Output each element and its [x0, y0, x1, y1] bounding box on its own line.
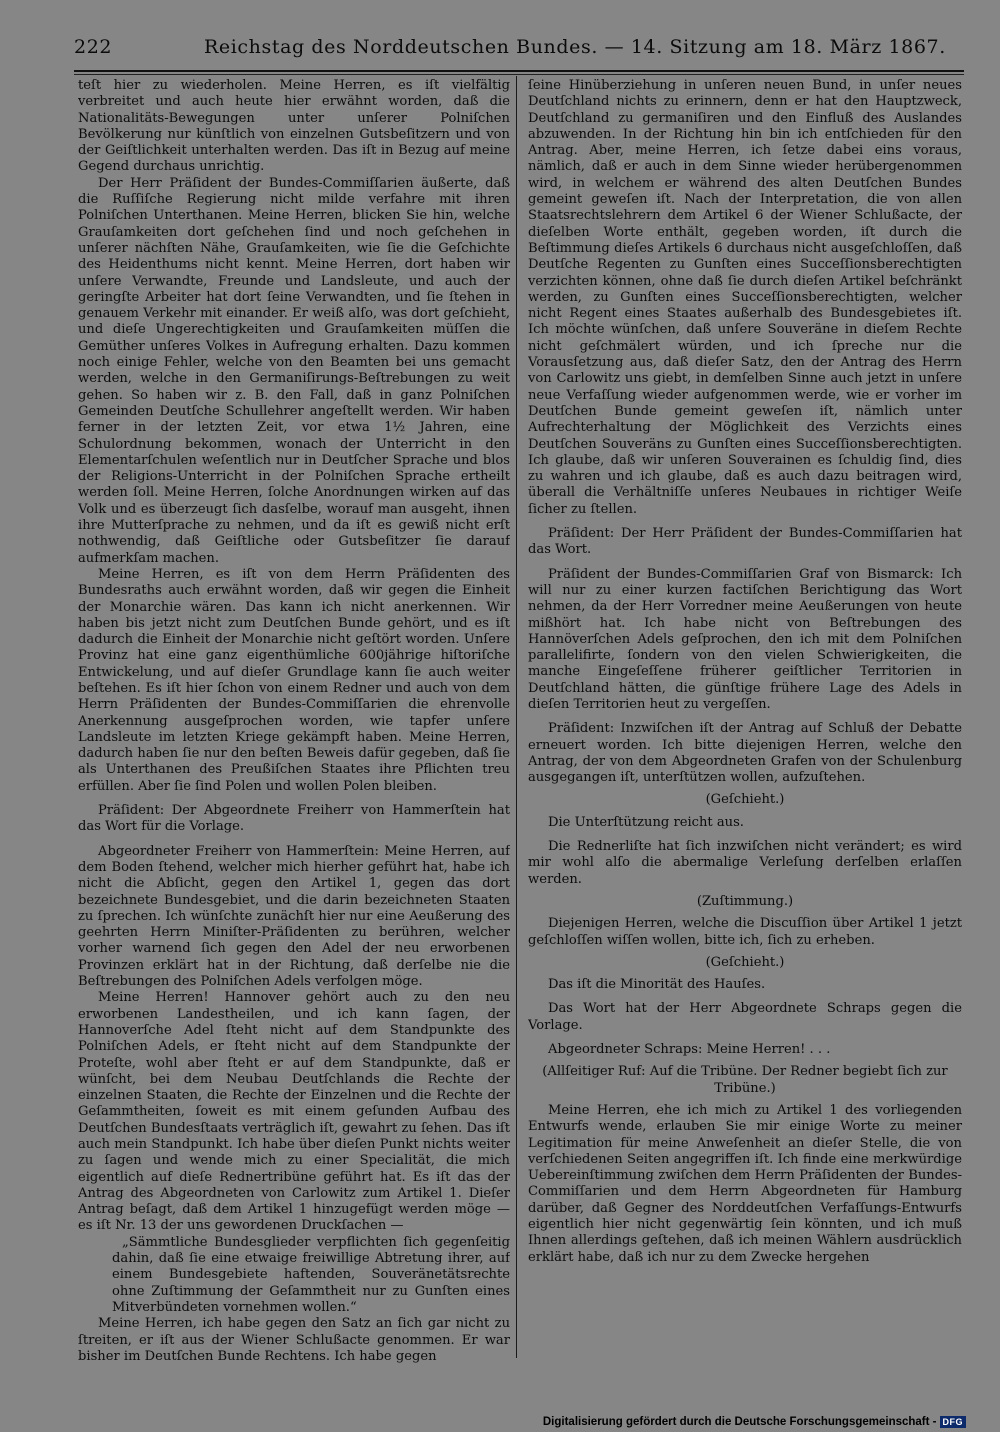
paragraph: (Geſchieht.): [705, 792, 785, 808]
paragraph: Die Unterſtützung reicht aus.: [548, 814, 744, 830]
paragraph: Meine Herren, es iſt von dem Herrn Präſidenten des Bundesraths auch erwähnt worden, daß wir gegen die Einheit der Monarchie wären. Das kann ich nicht anerkennen. Wir haben bis jetzt nicht zum Deutſchen Bunde gehört, und es iſt dadurch die Einheit der Monarchie nicht geſtört worden. Unſere Provinz hat eine ganz eigenthümliche 600jährige hiſtoriſche Entwickelung, und auf dieſer Grundlage kann ſie auch weiter beſtehen. Es iſt hier ſchon von einem Redner und auch von dem Herrn Präſidenten der Bundes-Commiſſarien die ehrenvolle Anerkennung ausgeſprochen worden, wie tapfer unſere Landsleute im letzten Kriege gekämpft haben. Meine Herren, dadurch haben ſie nur den beſten Beweis dafür gegeben, daß ſie als Unterthanen des Preußiſchen Staates ihre Pflichten treu erfüllen. Aber ſie ſind Polen und wollen Polen bleiben.: [78, 566, 510, 794]
paragraph: (Allſeitiger Ruf: Auf die Tribüne. Der Redner begiebt ſich zur Tribüne.): [542, 1064, 948, 1096]
running-title: Reichstag des Norddeutschen Bundes. — 14. Sitzung am 18. März 1867.: [204, 36, 946, 58]
paragraph: Abgeordneter Schraps: Meine Herren! . . .: [548, 1042, 831, 1058]
paragraph: Meine Herren! Hannover gehört auch zu den neu erworbenen Landestheilen, und ich kann ſagen, der Hannoverſche Adel ſteht nicht auf dem Standpunkte des Polniſchen Adels, er ſteht nicht auf dem Standpunkte der Proteſte, wohl aber ſteht er auf dem Standpunkte, daß er wünſcht, bei dem Neubau Deutſchlands die Rechte der einzelnen Staaten, die Rechte der Einzelnen und die Rechte der Geſammtheiten, ſoweit es mit einem geſunden Aufbau des Deutſchen Bundesſtaats verträglich iſt, gewahrt zu ſehen. Das iſt auch mein Standpunkt. Ich habe über dieſen Punkt nichts weiter zu ſagen und wende mich zu einer Specialität, die mich eigentlich auf dieſe Rednertribüne geführt hat. Es iſt das der Antrag des Abgeordneten von Carlowitz zum Artikel 1. Dieſer Antrag beſagt, daß dem Artikel 1 hinzugefügt werden möge — es iſt Nr. 13 der uns gewordenen Druckſachen —: [78, 990, 510, 1234]
paragraph: Meine Herren, ich habe gegen den Satz an ſich gar nicht zu ſtreiten, er iſt aus der Wiener Schlußacte genommen. Er war bisher im Deutſchen Bunde Rechtens. Ich habe gegen: [78, 1316, 510, 1364]
paragraph: Präſident: Der Abgeordnete Freiherr von Hammerſtein hat das Wort für die Vorlage.: [78, 803, 510, 835]
paragraph: Abgeordneter Freiherr von Hammerſtein: Meine Herren, auf dem Boden ſtehend, welcher mich hierher geführt hat, habe ich nicht die Abſicht, gegen den Artikel 1, gegen das dort bezeichnete Bundesgebiet, und die darin bezeichneten Staaten zu ſprechen. Ich wünſchte zunächſt hier nur eine Aeußerung des geehrten Herrn Miniſter-Präſidenten zu berühren, welcher vorher warnend ſich gegen den Adel der neu erworbenen Provinzen erklärt hat in der Richtung, daß derſelbe nie die Beſtrebungen des Polniſchen Adels verfolgen möge.: [78, 843, 510, 990]
paragraph: Der Herr Präſident der Bundes-Commiſſarien äußerte, daß die Ruſſiſche Regierung nicht milde verfahre mit ihren Polniſchen Unterthanen. Meine Herren, blicken Sie hin, welche Grauſamkeiten dort geſchehen ſind und noch geſchehen in unſerer nächſten Nähe, Grauſamkeiten, wie ſie die Geſchichte des Heidenthums nicht kennt. Meine Herren, dort haben wir unſere Verwandte, Freunde und Landsleute, und auch der geringſte Arbeiter hat dort ſeine Verwandten, und ſie ſtehen in genauem Verkehr mit einander. Er weiß alſo, was dort geſchieht, und dieſe Ungerechtigkeiten und Grauſamkeiten müſſen die Gemüther unſeres Volkes in Aufregung erhalten. Dazu kommen noch einige Fehler, welche von den Beamten bei uns gemacht werden, welche in den Germaniſirungs-Beſtrebungen zu weit gehen. So haben wir z. B. den Fall, daß in ganz Polniſchen Gemeinden Deutſche Schullehrer angeſtellt werden. Wir haben ferner in der letzten Zeit, vor etwa 1½ Jahren, eine Schulordnung bekommen, wonach der Unterricht in den Elementarſchulen weſentlich nur in Deutſcher Sprache und blos der Religions-Unterricht in der Polniſchen Sprache ertheilt werden ſoll. Meine Herren, ſolche Anordnungen wirken auf das Volk und es überzeugt ſich dasſelbe, worauf man ausgeht, ihnen ihre Mutterſprache zu nehmen, und da iſt es gewiß nicht erſt nothwendig, daß Geiſtliche oder Gutsbeſitzer ſie darauf aufmerkſam machen.: [78, 175, 510, 566]
header-rule: [74, 70, 964, 72]
paragraph: Die Rednerliſte hat ſich inzwiſchen nicht verändert; es wird mir wohl alſo die abermalige Verleſung derſelben erlaſſen werden.: [528, 839, 962, 887]
paragraph: „Sämmtliche Bundesglieder verpflichten ſich gegenſeitig dahin, daß ſie eine etwaige freiwillige Abtretung ihrer, auf einem Bundesgebiete haftenden, Souveränetätsrechte ohne Zuſtimmung der Geſammtheit nur zu Gunſten eines Mitverbündeten vornehmen wollen.“: [112, 1234, 510, 1315]
footer-text: Digitalisierung gefördert durch die Deutsche Forschungsgemeinschaft -: [542, 1416, 937, 1428]
paragraph: teſt hier zu wiederholen. Meine Herren, es iſt vielfältig verbreitet und auch heute hier erwähnt worden, daß die Nationalitäts-Bewegungen unter unſerer Polniſchen Bevölkerung nur künſtlich von einzelnen Gutsbeſitzern und von der Geiſtlichkeit unterhalten werden. Das iſt in Bezug auf meine Gegend durchaus unrichtig.: [78, 78, 510, 175]
paragraph: Präſident: Der Herr Präſident der Bundes-Commiſſarien hat das Wort.: [528, 526, 962, 558]
right-column: [528, 78, 962, 1368]
paragraph: Das Wort hat der Herr Abgeordnete Schraps gegen die Vorlage.: [528, 1001, 962, 1033]
paragraph: (Geſchieht.): [705, 954, 785, 970]
paragraph: Präſident: Inzwiſchen iſt der Antrag auf Schluß der Debatte erneuert worden. Ich bitte diejenigen Herren, welche den Antrag, der von dem Abgeordneten Grafen von der Schulenburg ausgegangen iſt, unterſtützen wollen, aufzuſtehen.: [528, 721, 962, 786]
paragraph: Das iſt die Minorität des Hauſes.: [548, 977, 766, 993]
header-rule-thin: [74, 74, 964, 75]
left-column: [78, 78, 510, 1368]
dfg-logo-icon: DFG: [940, 1416, 967, 1428]
paragraph: ſeine Hinüberziehung in unſeren neuen Bund, in unſer neues Deutſchland nichts zu erinnern, denn er hat den Hauptzweck, Deutſchland zu germaniſiren und den Einfluß des Auslandes abzuwenden. In der Richtung hin bin ich entſchieden für den Antrag. Aber, meine Herren, ich ſetze dabei eins voraus, nämlich, daß er auch in dem Sinne wieder herübergenommen wird, in welchem er während des alten Deutſchen Bundes gemeint geweſen iſt. Nach der Interpretation, die von allen Staatsrechtslehrern dem Artikel 6 der Wiener Schlußacte, der dieſelben Worte enthält, gegeben worden, iſt durch die Beſtimmung dieſes Artikels 6 durchaus nicht ausgeſchloſſen, daß Deutſche Regenten zu Gunſten eines Succeſſionsberechtigten verzichten können, ohne daß ſie durch dieſen Artikel beſchränkt werden, zu Gunſten eines Succeſſionsberechtigten, welcher nicht Regent eines Staates außerhalb des Bundesgebietes iſt. Ich möchte wünſchen, daß unſere Souveräne in dieſem Rechte nicht geſchmälert würden, und ich ſpreche nur die Vorausſetzung aus, daß dieſer Satz, den der Antrag des Herrn von Carlowitz uns giebt, in demſelben Sinne auch jetzt in unſere neue Verfaſſung wieder aufgenommen werde, wie er vorher im Deutſchen Bunde gemeint geweſen iſt, nämlich unter Aufrechterhaltung der Möglichkeit des Verzichts eines Deutſchen Souveräns zu Gunſten eines Succeſſionsberechtigten. Ich glaube, daß wir unſeren Souverainen es ſchuldig ſind, dies zu wahren und ich glaube, daß es auch dazu beitragen wird, überall die Verhältniſſe unſeres Neubaues in richtiger Weiſe ſicher zu ſtellen.: [528, 78, 962, 517]
paragraph: (Zuſtimmung.): [696, 893, 794, 909]
page-header: [74, 36, 960, 66]
paragraph: Präſident der Bundes-Commiſſarien Graf von Bismarck: Ich will nur zu einer kurzen factiſchen Berichtigung das Wort nehmen, da der Herr Vorredner meine Aeußerungen von heute mißhört hat. Ich habe nicht von Beſtrebungen des Hannöverſchen Adels geſprochen, den ich mit dem Polniſchen parallelifirte, ſondern von den vielen Schwierigkeiten, die manche Eingeſeſſene früherer geiſtlicher Territorien in Deutſchland hätten, die günſtige frühere Lage des Adels in dieſen Territorien heut zu vergeſſen.: [528, 566, 962, 712]
paragraph: Meine Herren, ehe ich mich zu Artikel 1 des vorliegenden Entwurfs wende, erlauben Sie mir einige Worte zu meiner Legitimation für meine Anweſenheit an dieſer Stelle, die von verſchiedenen Seiten angegriffen iſt. Ich finde eine merkwürdige Uebereinſtimmung zwiſchen dem Herrn Präſidenten der Bundes-Commiſſarien und dem Herrn Abgeordneten für Hamburg darüber, daß Gegner des Norddeutſchen Verfaſſungs-Entwurfs eigentlich hier nicht gegenwärtig ſein könnten, und ich muß Ihnen allerdings geſtehen, daß ich meinen Wählern ausdrücklich erklärt habe, daß ich nur zu dem Zwecke hergehen: [528, 1102, 962, 1265]
paragraph: Diejenigen Herren, welche die Discuſſion über Artikel 1 jetzt geſchloſſen wiſſen wollen, bitte ich, ſich zu erheben.: [528, 916, 962, 948]
page-number: 222: [74, 36, 113, 58]
column-divider: [516, 76, 517, 1358]
footer-credit: [543, 1415, 966, 1429]
